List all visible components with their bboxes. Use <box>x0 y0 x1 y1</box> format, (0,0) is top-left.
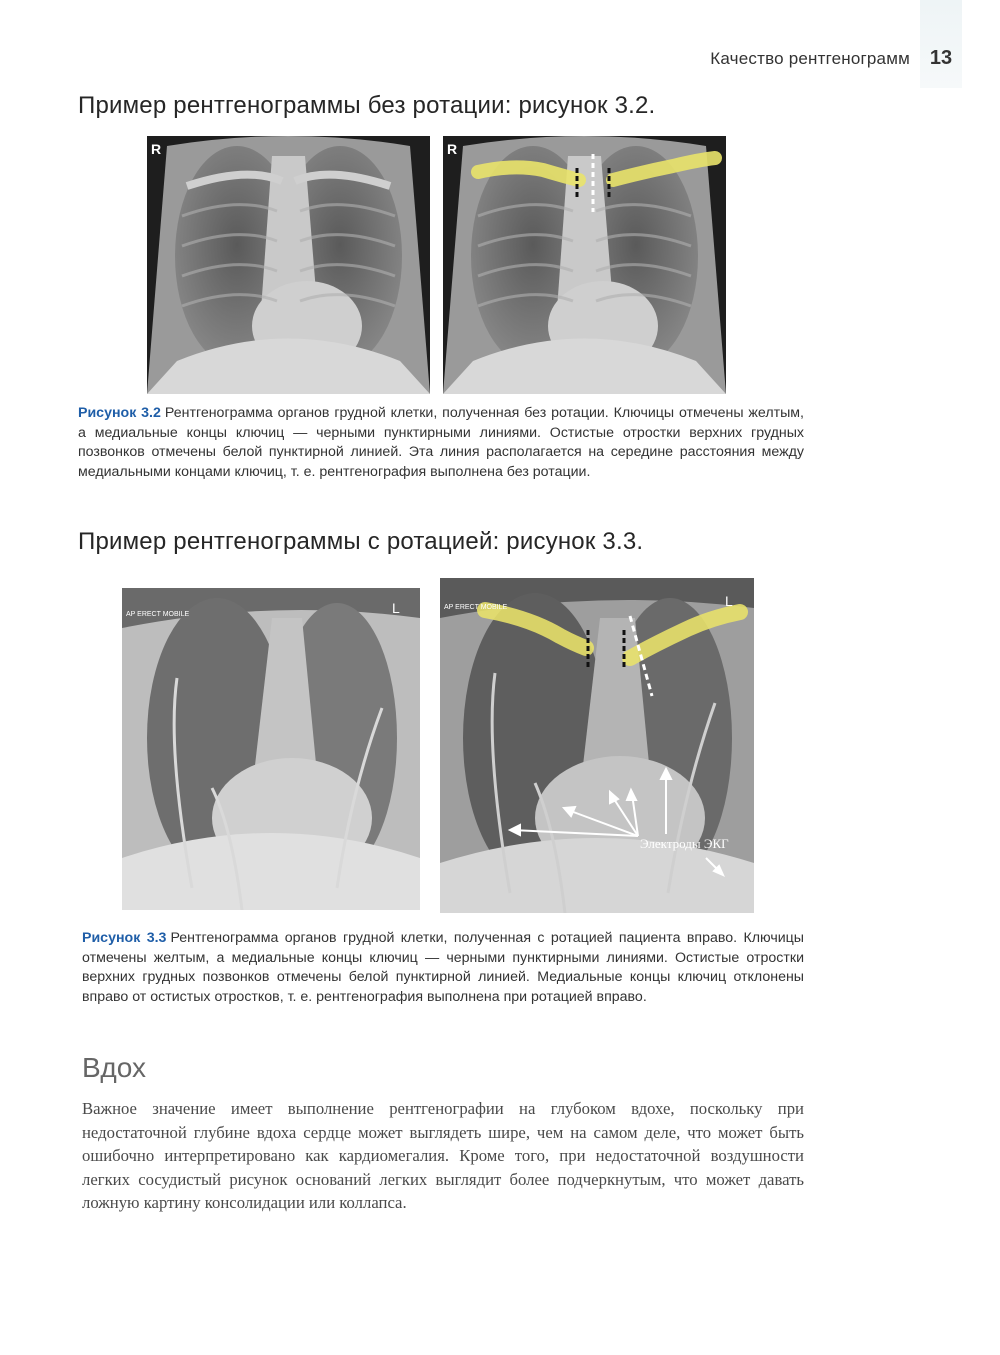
page-tab <box>920 0 962 88</box>
section-heading-no-rotation: Пример рентгенограммы без ротации: рисунок 3.2. <box>78 92 656 119</box>
side-marker-r-right: R <box>447 141 458 157</box>
figure-3-3-label: Рисунок 3.3 <box>82 930 167 946</box>
side-marker-r-left: R <box>151 141 162 157</box>
figure-3-2-caption <box>78 404 804 482</box>
exposure-tag-left: AP ERECT MOBILE <box>126 611 190 618</box>
xray-rotation-plain <box>122 588 420 910</box>
figure-3-2-label: Рисунок 3.2 <box>78 405 161 421</box>
ecg-electrodes-label: Электроды ЭКГ <box>640 836 729 851</box>
page-number: 13 <box>929 47 953 69</box>
figure-3-2-caption-text: Рентгенограмма органов грудной клетки, полученная без ротации. Ключицы отмечены желтым, а медиальные концы ключиц — черными пунктирными линиями. Остистые отростки верхних грудных позвонков отмечены белой пунктирной линией. Эта линия располагается на середине расстояния между медиальными концами ключиц, т. е. рентгенография выполнена без ротации. <box>78 405 804 480</box>
xray-no-rotation-annotated <box>443 136 726 394</box>
section-heading-rotation: Пример рентгенограммы с ротацией: рисунок 3.3. <box>78 528 644 555</box>
xray-no-rotation-plain <box>147 136 430 394</box>
figure-3-3-caption <box>82 929 804 1007</box>
section-heading-inspiration: Вдох <box>82 1052 146 1083</box>
running-title: Качество рентгенограмм <box>710 49 910 68</box>
xray-rotation-annotated <box>440 578 754 913</box>
exposure-tag-right: AP ERECT MOBILE <box>444 604 508 611</box>
inspiration-paragraph: Важное значение имеет выполнение рентгенографии на глубоком вдохе, поскольку при недостаточной глубине вдоха сердце может выглядеть шире, чем на самом деле, что может быть ошибочно интерпретировано как кардиомегалия. Кроме того, при недостаточной воздушности легких сосудистый рисунок оснований легких выглядит более подчеркнутым, что может давать ложную картину консолидации или коллапса. <box>82 1099 804 1213</box>
side-marker-l-left: L <box>392 600 400 616</box>
side-marker-l-right: L <box>725 593 733 609</box>
figure-3-3-caption-text: Рентгенограмма органов грудной клетки, полученная с ротацией пациента вправо. Ключицы отмечены желтым, а медиальные концы ключиц — черными пунктирными линиями. Остистые отростки верхних грудных позвонков отмечены белой пунктирной линией. Медиальные концы ключиц отклонены вправо от остистых отростков, т. е. рентгенография выполнена при ротацией вправо. <box>82 930 804 1005</box>
